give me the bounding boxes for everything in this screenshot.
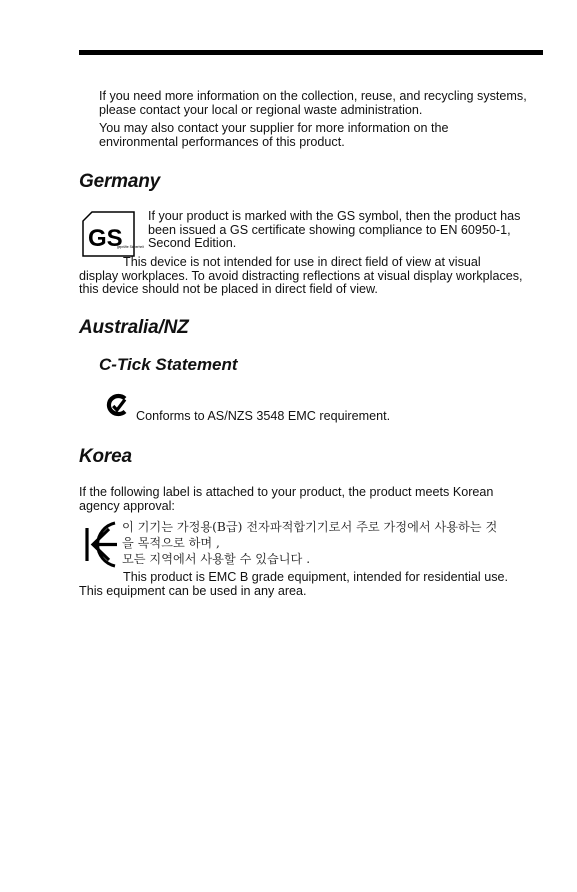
intro-paragraph-1: If you need more information on the collection, reuse, and recycling systems, please contact your local or regional waste administration. [99,89,527,117]
gs-logo-letters: GS [88,225,123,252]
gs-logo-small-text: geprüfte Sicherheit [117,245,144,249]
heading-australia-nz: Australia/NZ [79,317,189,338]
korean-text: 이 기기는 가정용(B급) 전자파적합기기로서 주로 가정에서 사용하는 것 을 목적으로 하며 , 모든 지역에서 사용할 수 있습니다 . [122,520,498,566]
c-tick-statement-text: Conforms to AS/NZS 3548 EMC requirement. [136,409,391,423]
germany-paragraph-2-first-line: This device is not intended for use in direct field of view at visual [123,255,481,269]
germany-paragraph-2-rest: display workplaces. To avoid distracting reflections at visual display workplaces, this device should not be placed in direct field of view. [79,268,523,296]
gs-mark-icon [82,211,144,257]
korea-english-rest: This equipment can be used in any area. [79,583,307,598]
korea-intro: If the following label is attached to your product, the product meets Korean agency approval: [79,485,494,513]
c-tick-icon [106,394,130,416]
kc-mark-icon [80,521,117,568]
heading-korea: Korea [79,446,132,467]
korea-english-first-line: This product is EMC B grade equipment, intended for residential use. [123,570,509,584]
germany-paragraph-1: If your product is marked with the GS symbol, then the product has been issued a GS certificate showing compliance to EN 60950-1, Second Edition. [148,209,521,250]
header-rule [79,50,543,55]
intro-paragraph-2: You may also contact your supplier for more information on the environmental performances of this product. [99,121,449,149]
heading-germany: Germany [79,171,160,192]
heading-c-tick-statement: C-Tick Statement [99,355,238,374]
